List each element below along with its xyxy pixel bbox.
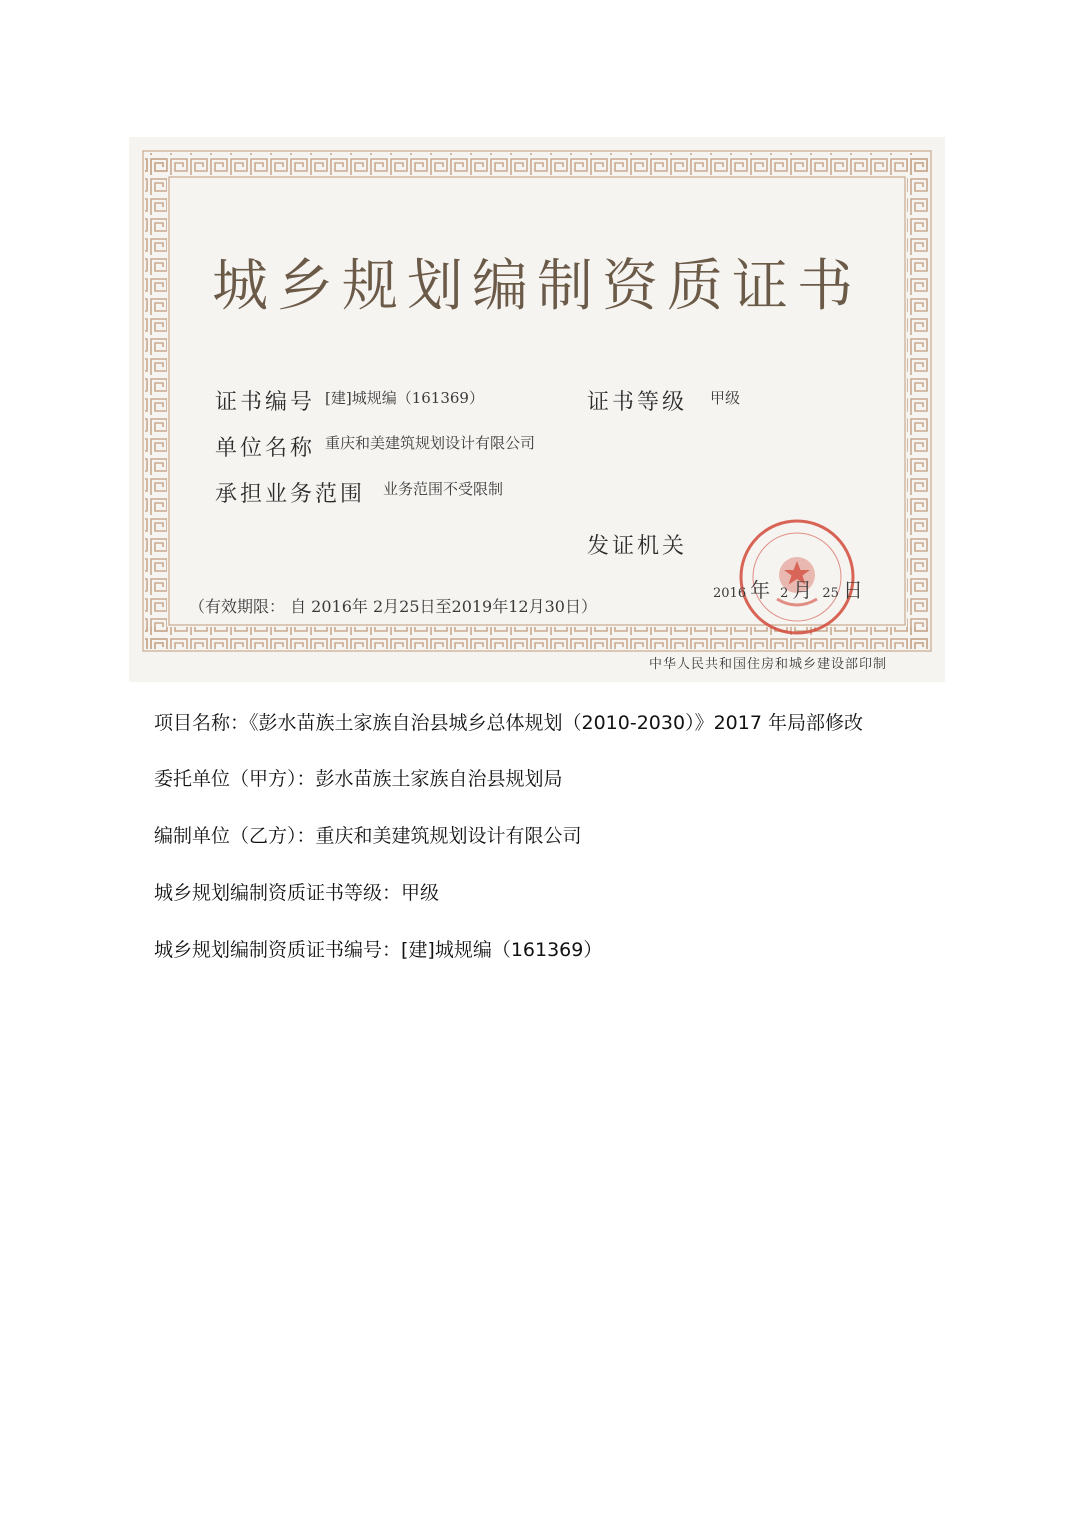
certificate-footer: 中华人民共和国住房和城乡建设部印制: [648, 657, 887, 672]
certificate-unit-label: 单位名称: [215, 436, 316, 461]
issue-month-unit: 月: [792, 578, 813, 602]
certificate-scope-value: 业务范围不受限制: [383, 480, 504, 498]
certificate-issuer-label: 发证机关: [587, 534, 688, 559]
certificate-number-label: 证书编号: [215, 390, 316, 415]
certificate-grade-value: 甲级: [710, 389, 741, 407]
certificate-grade-line: 城乡规划编制资质证书等级：甲级: [154, 882, 440, 904]
certificate-scope-label: 承担业务范围: [215, 482, 366, 507]
certificate-number-value: [建]城规编（161369）: [325, 389, 484, 407]
certificate-number-line: 城乡规划编制资质证书编号：[建]城规编（161369）: [154, 939, 603, 961]
certificate-issue-date: [713, 574, 873, 603]
issue-day-unit: 日: [842, 578, 863, 602]
certificate-title: 城乡规划编制资质证书: [212, 254, 862, 319]
certificate-grade-label: 证书等级: [587, 390, 688, 415]
issue-day: 25: [822, 586, 839, 601]
contractor-line: 编制单位（乙方）：重庆和美建筑规划设计有限公司: [154, 825, 582, 847]
client-line: 委托单位（甲方）：彭水苗族土家族自治县规划局: [154, 768, 563, 790]
issue-year-unit: 年: [750, 578, 771, 602]
issue-month: 2: [780, 586, 789, 601]
project-name-line: 项目名称：《彭水苗族土家族自治县城乡总体规划（2010-2030）》2017 年局部修改: [154, 712, 863, 734]
certificate-validity: （有效期限： 自 2016年 2月25日至2019年12月30日）: [189, 597, 597, 616]
issue-year: 2016: [713, 586, 747, 601]
certificate-image: [129, 137, 945, 682]
certificate-unit-value: 重庆和美建筑规划设计有限公司: [325, 434, 536, 452]
